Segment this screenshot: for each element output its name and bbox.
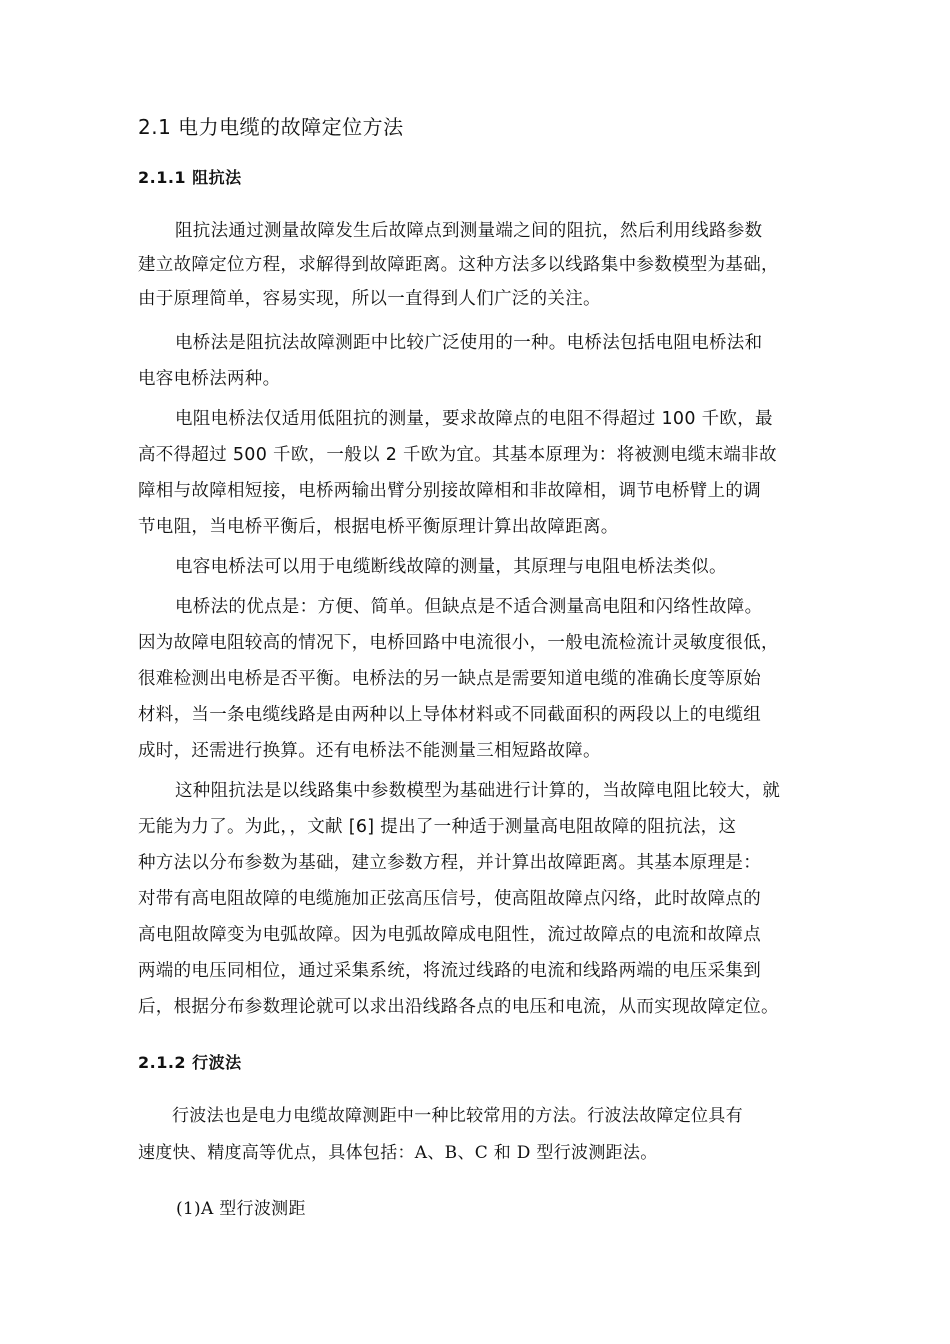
- paragraph-line: 高不得超过 500 千欧，一般以 2 千欧为宜。其基本原理为：将被测电缆末端非故: [138, 445, 777, 465]
- paragraph-line: 电容电桥法可以用于电缆断线故障的测量，其原理与电阻电桥法类似。: [175, 557, 727, 577]
- paragraph-line: 材料，当一条电缆线路是由两种以上导体材料或不同截面积的两段以上的电缆组: [138, 705, 761, 725]
- paragraph-line: 阻抗法通过测量故障发生后故障点到测量端之间的阻抗，然后利用线路参数: [175, 221, 763, 241]
- list-item-a-type: (1)A 型行波测距: [176, 1199, 306, 1219]
- paragraph-line: 这种阻抗法是以线路集中参数模型为基础进行计算的，当故障电阻比较大，就: [175, 781, 781, 801]
- subsection-heading-traveling-wave: 2.1.2 行波法: [138, 1053, 242, 1072]
- paragraph-line: 电容电桥法两种。: [138, 369, 281, 389]
- paragraph-line: 建立故障定位方程，求解得到故障距离。这种方法多以线路集中参数模型为基础，: [138, 255, 779, 275]
- paragraph-line: 速度快、精度高等优点，具体包括：A、B、C 和 D 型行波测距法。: [138, 1143, 658, 1163]
- paragraph-line: 后，根据分布参数理论就可以求出沿线路各点的电压和电流，从而实现故障定位。: [138, 997, 779, 1017]
- paragraph-line: 节电阻，当电桥平衡后，根据电桥平衡原理计算出故障距离。: [138, 517, 619, 537]
- paragraph-line: 无能为力了。为此，，文献 [6] 提出了一种适于测量高电阻故障的阻抗法，这: [138, 817, 737, 837]
- subsection-heading-impedance: 2.1.1 阻抗法: [138, 168, 242, 187]
- paragraph-line: 种方法以分布参数为基础，建立参数方程，并计算出故障距离。其基本原理是：: [138, 853, 761, 873]
- paragraph-line: 成时，还需进行换算。还有电桥法不能测量三相短路故障。: [138, 741, 601, 761]
- paragraph-line: 障相与故障相短接，电桥两输出臂分别接故障相和非故障相，调节电桥臂上的调: [138, 481, 761, 501]
- paragraph-line: 很难检测出电桥是否平衡。电桥法的另一缺点是需要知道电缆的准确长度等原始: [138, 669, 761, 689]
- paragraph-line: 电阻电桥法仅适用低阻抗的测量，要求故障点的电阻不得超过 100 千欧，最: [175, 409, 773, 429]
- paragraph-line: 电桥法的优点是：方便、简单。但缺点是不适合测量高电阻和闪络性故障。: [175, 597, 763, 617]
- paragraph-line: 高电阻故障变为电弧故障。因为电弧故障成电阻性，流过故障点的电流和故障点: [138, 925, 761, 945]
- section-heading: 2.1 电力电缆的故障定位方法: [138, 115, 404, 139]
- paragraph-line: 行波法也是电力电缆故障测距中一种比较常用的方法。行波法故障定位具有: [172, 1106, 743, 1126]
- paragraph-line: 两端的电压同相位，通过采集系统，将流过线路的电流和线路两端的电压采集到: [138, 961, 761, 981]
- paragraph-line: 由于原理简单，容易实现，所以一直得到人们广泛的关注。: [138, 289, 601, 309]
- paragraph-line: 对带有高电阻故障的电缆施加正弦高压信号，使高阻故障点闪络，此时故障点的: [138, 889, 761, 909]
- paragraph-line: 因为故障电阻较高的情况下，电桥回路中电流很小，一般电流检流计灵敏度很低，: [138, 633, 779, 653]
- paragraph-line: 电桥法是阻抗法故障测距中比较广泛使用的一种。电桥法包括电阻电桥法和: [175, 333, 763, 353]
